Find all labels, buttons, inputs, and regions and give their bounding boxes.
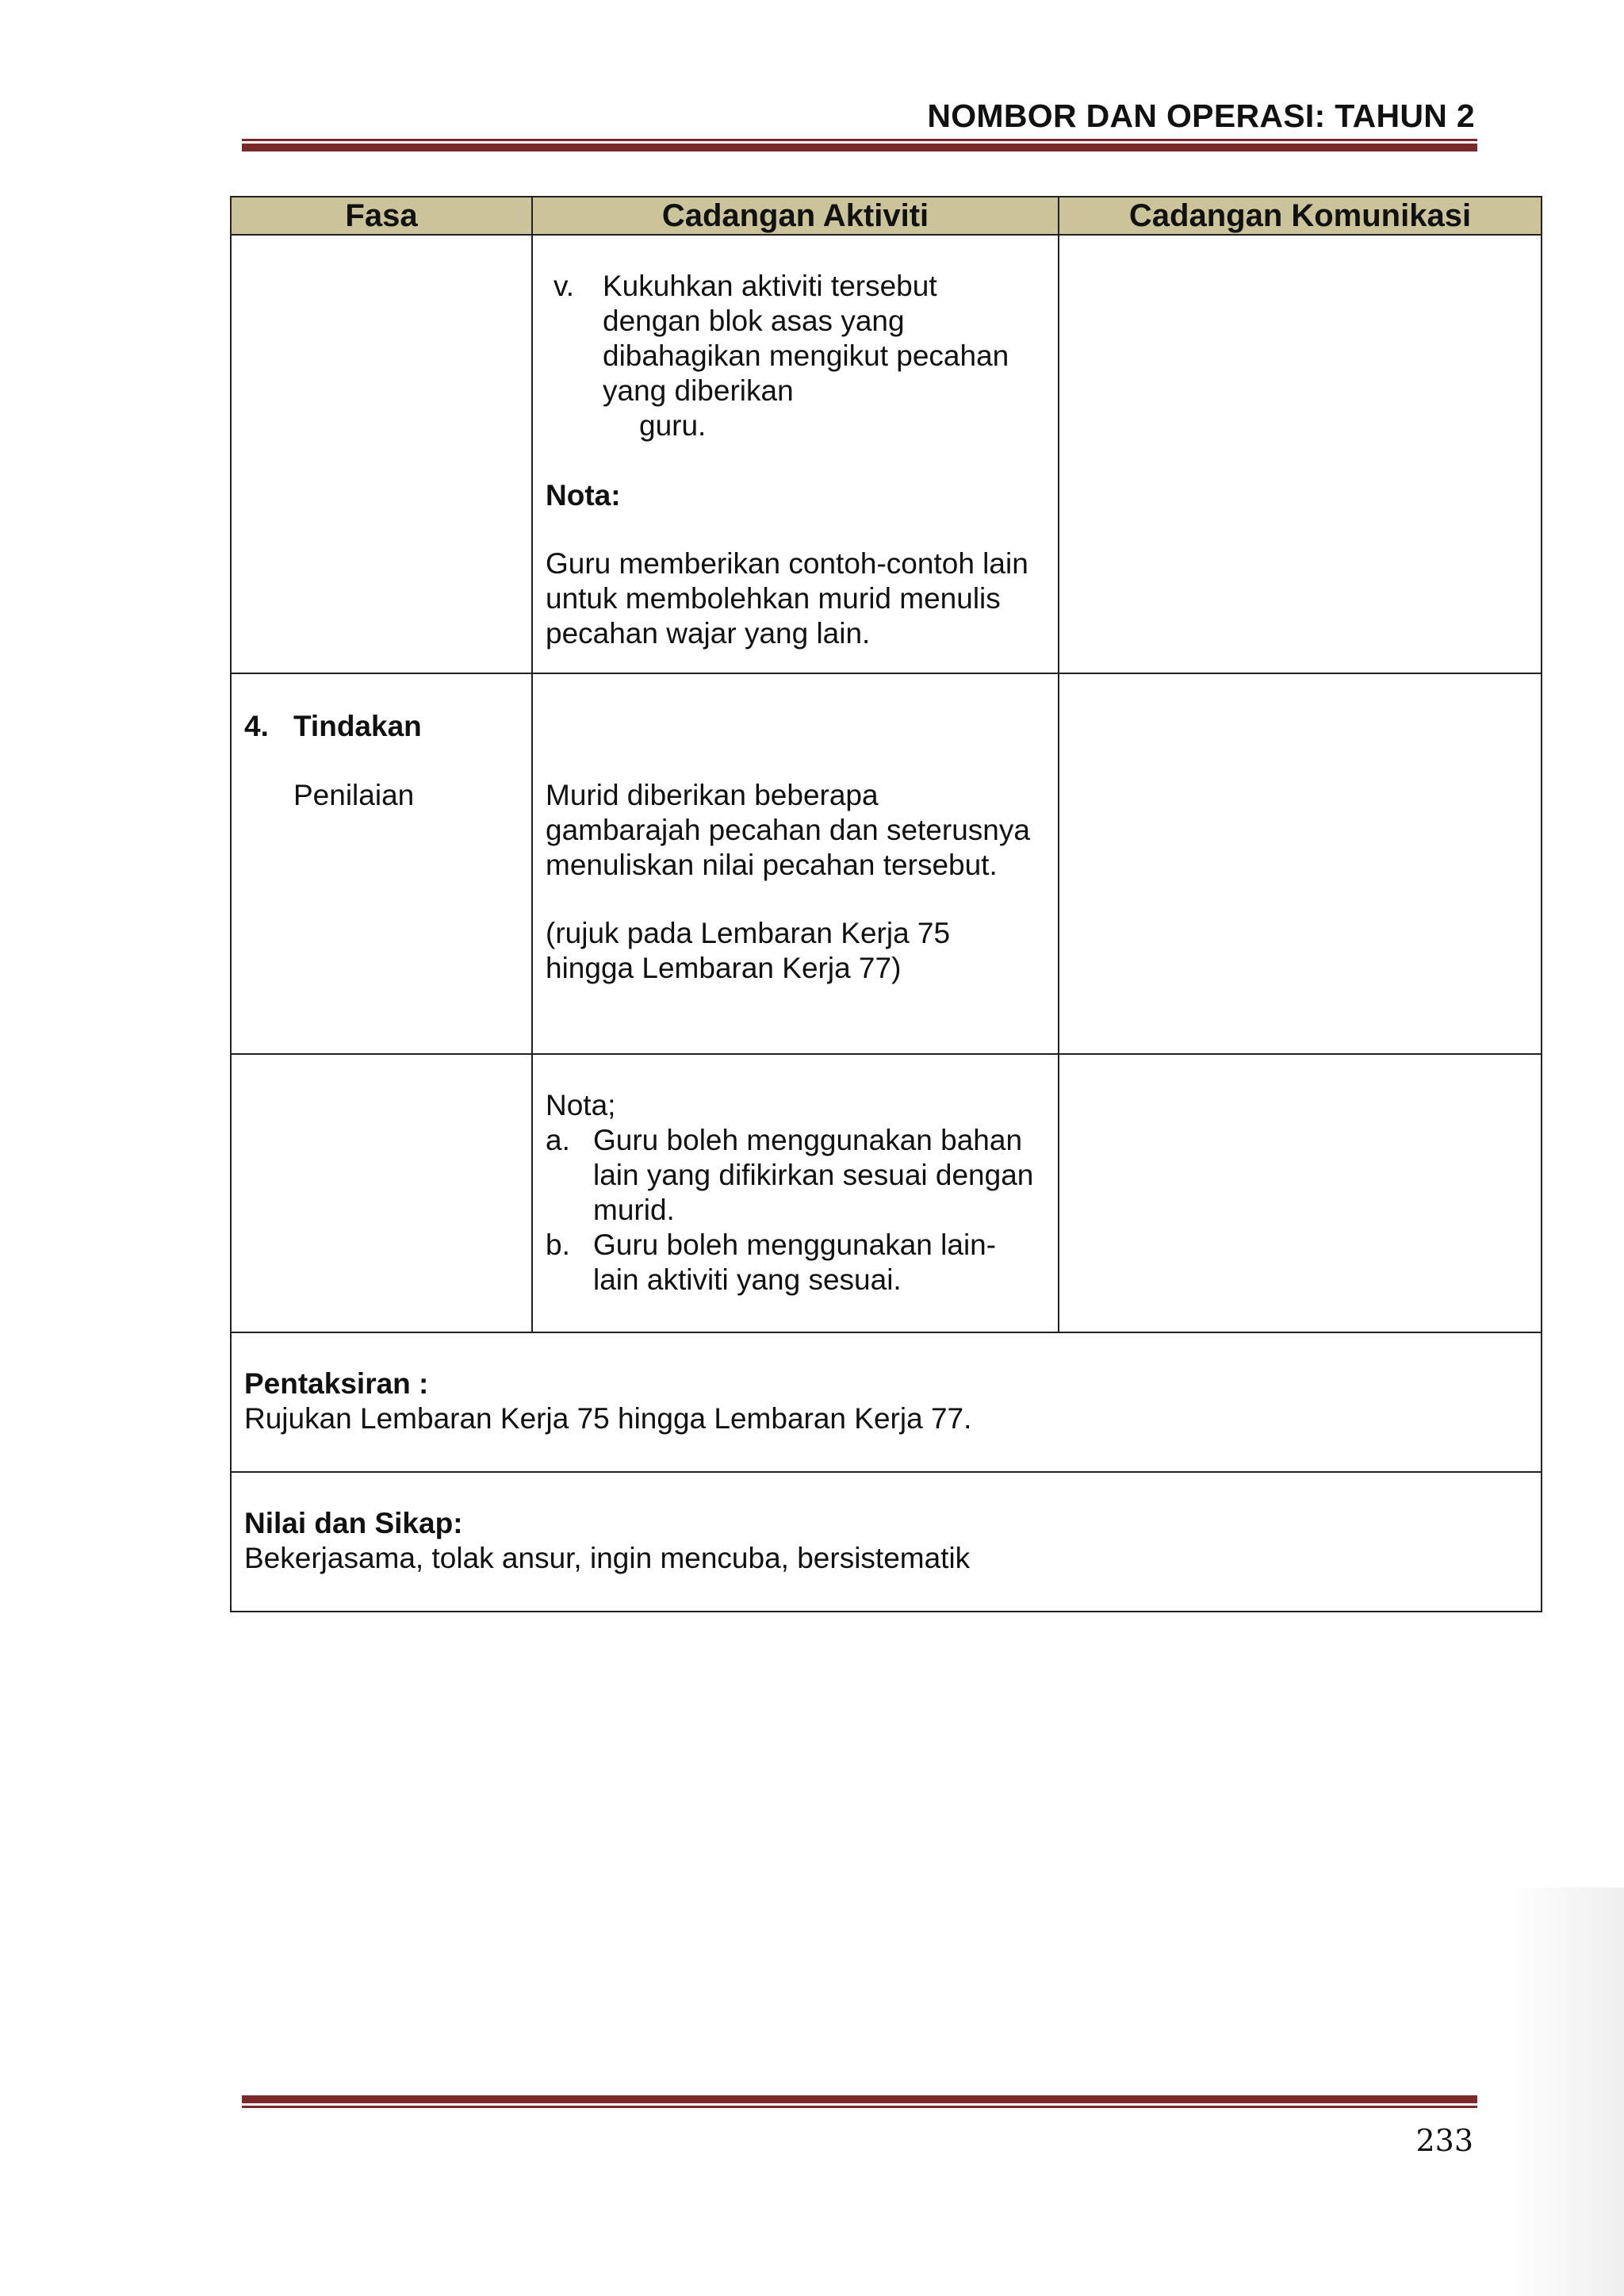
text-line: pecahan wajar yang lain.: [546, 617, 871, 650]
assessment-row: [231, 1332, 1542, 1472]
text-line: Guru memberikan contoh-contoh lain: [546, 547, 1028, 580]
table-header-row: [231, 197, 1542, 235]
table-row: [231, 1054, 1542, 1332]
column-header-aktiviti: Cadangan Aktiviti: [532, 197, 1059, 235]
list-item: [546, 269, 1045, 443]
header-rule: [242, 139, 1477, 151]
assessment-text: Rujukan Lembaran Kerja 75 hingga Lembaran Kerja 77.: [244, 1402, 972, 1435]
nota-label: Nota:: [546, 479, 621, 512]
list-item: [546, 1228, 1045, 1297]
values-cell: [231, 1472, 1542, 1612]
footer-rule: [242, 2095, 1477, 2108]
text-line: gambarajah pecahan dan seterusnya: [546, 814, 1030, 846]
aktiviti-cell: [532, 1054, 1059, 1332]
text-line: murid.: [593, 1194, 675, 1226]
phase-title: Tindakan: [293, 710, 422, 742]
fasa-cell: [231, 673, 532, 1054]
text-line: hingga Lembaran Kerja 77): [546, 952, 902, 984]
text-line: Kukuhkan aktiviti tersebut: [603, 270, 937, 302]
column-header-fasa: Fasa: [231, 197, 532, 235]
text-line: yang diberikan: [603, 374, 794, 407]
phase-heading: [244, 709, 519, 744]
aktiviti-cell: [532, 235, 1059, 673]
column-header-komunikasi: Cadangan Komunikasi: [1059, 197, 1542, 235]
list-item: [546, 1123, 1045, 1228]
text-line: untuk membolehkan murid menulis: [546, 582, 1001, 615]
phase-subtitle: Penilaian: [293, 779, 415, 811]
list-marker: a.: [546, 1124, 570, 1156]
komunikasi-cell: [1059, 1054, 1542, 1332]
values-label: Nilai dan Sikap:: [244, 1507, 463, 1539]
list-marker: b.: [546, 1228, 570, 1261]
text-line: Murid diberikan beberapa: [546, 779, 879, 811]
assessment-label: Pentaksiran :: [244, 1367, 429, 1400]
text-line: menuliskan nilai pecahan tersebut.: [546, 849, 998, 881]
values-text: Bekerjasama, tolak ansur, ingin mencuba, bersistematik: [244, 1542, 971, 1574]
table-row: [231, 673, 1542, 1054]
komunikasi-cell: [1059, 673, 1542, 1054]
page-header-title: NOMBOR DAN OPERASI: TAHUN 2: [927, 98, 1475, 134]
text-line: lain yang difikirkan sesuai dengan: [593, 1159, 1034, 1191]
list-marker: v.: [553, 270, 575, 302]
text-line: guru.: [639, 409, 707, 442]
text-line: (rujuk pada Lembaran Kerja 75: [546, 917, 951, 949]
text-line: Guru boleh menggunakan bahan: [593, 1124, 1023, 1156]
page-number: 233: [1415, 2123, 1473, 2158]
page-edge-shade: [1505, 1888, 1624, 2296]
fasa-cell: [231, 1054, 532, 1332]
phase-number: 4.: [244, 710, 269, 742]
text-line: Guru boleh menggunakan lain-: [593, 1228, 997, 1261]
nota-label: Nota;: [546, 1089, 616, 1121]
aktiviti-cell: [532, 673, 1059, 1054]
assessment-cell: [231, 1332, 1542, 1472]
text-line: dengan blok asas yang: [603, 305, 905, 337]
table-row: [231, 235, 1542, 673]
fasa-cell: [231, 235, 532, 673]
komunikasi-cell: [1059, 235, 1542, 673]
values-row: [231, 1472, 1542, 1612]
text-line: lain aktiviti yang sesuai.: [593, 1263, 902, 1296]
lesson-table: [230, 196, 1542, 1612]
text-line: dibahagikan mengikut pecahan: [603, 339, 1009, 372]
